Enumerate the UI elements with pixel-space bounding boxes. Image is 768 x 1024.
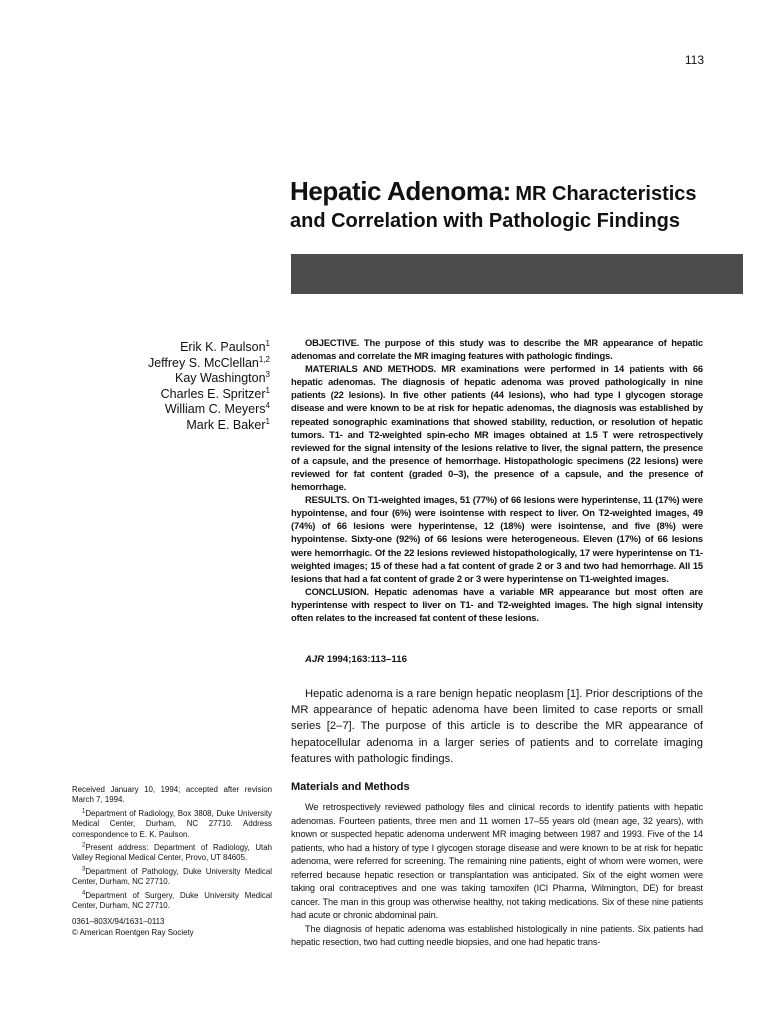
abstract — [291, 336, 703, 624]
received-note: Received January 10, 1994; accepted after revision March 7, 1994. — [72, 785, 272, 805]
footnotes — [72, 785, 272, 941]
author: Mark E. Baker$^1$ — [186, 416, 270, 432]
methods-body — [291, 801, 703, 950]
abstract-conclusion: CONCLUSION. Hepatic adenomas have a variable MR appearance but most often are hyperintense with respect to liver on T1- and T2-weighted images. The high signal intensity often relates to the increased fat content of these lesions. — [291, 585, 703, 623]
abstract-objective: OBJECTIVE. The purpose of this study was to describe the MR appearance of hepatic adenomas and correlate the MR imaging features with pathologic findings. — [291, 337, 703, 362]
footnote: $^3$Department of Pathology, Duke University Medical Center, Durham, NC 27710. — [72, 866, 272, 887]
title-line2: and Correlation with Pathologic Findings — [290, 210, 680, 233]
author: Kay Washington$^3$ — [174, 370, 270, 386]
author-list — [60, 340, 270, 434]
issn-code: 0361–803X/94/1631–0113 — [72, 917, 165, 927]
footnote: $^1$Department of Radiology, Box 3808, Duke University Medical Center, Durham, NC 27710. Address correspondence to E. K. Paulson. — [72, 808, 272, 839]
introduction — [291, 686, 703, 767]
author: Erik K. Paulson$^1$ — [180, 338, 270, 354]
author: Charles E. Spritzer$^1$ — [160, 385, 270, 401]
author: Jeffrey S. McClellan$^{1,2}$ — [147, 354, 270, 370]
title-main: Hepatic Adenoma: — [290, 176, 511, 206]
journal-name: AJR — [305, 654, 325, 665]
title-rest: MR Characteristics — [515, 183, 697, 205]
title-banner — [291, 254, 743, 294]
body-paragraph: The diagnosis of hepatic adenoma was established histologically in nine patients. Six patients had hepatic resection, two had cutting needle biopsies, and one had hepatic trans- — [291, 923, 703, 947]
journal-citation — [305, 654, 407, 665]
intro-paragraph: Hepatic adenoma is a rare benign hepatic neoplasm [1]. Prior descriptions of the MR appearance of hepatic adenoma have been limited to case reports or small series [2–7]. The purpose of this article is to describe the MR appearance of hepatocellular adenoma in a larger series of patients and to correlate imaging features with pathologic findings. — [291, 688, 704, 765]
body-paragraph: We retrospectively reviewed pathology files and clinical records to identify patients with hepatic adenomas. Fourteen patients, three men and 11 women 17–55 years old (mean age, 32 years), with known or suspected hepatic adenoma underwent MR imaging between 1987 and 1993. Five of the 14 patients, who had a history of type I glycogen storage disease and were known to be at risk for hepatic adenoma, were referred for screening. The remaining nine patients, eight of whom were women, were referred because hepatic resection or transplantation was anticipated. Six of the eight women were taking oral contraceptives and one was taking tamoxifen (ICI Pharma, Wilmington, DE) for breast cancer. The man in this group was otherwise healthy, not taking medications. Six of these nine patients had acute or chronic abdominal pain. — [291, 802, 703, 920]
page-number: 113 — [684, 53, 704, 67]
copyright-line: © American Roentgen Ray Society — [72, 927, 194, 937]
article-title — [290, 176, 750, 233]
abstract-results: RESULTS. On T1-weighted images, 51 (77%) of 66 lesions were hyperintense, 11 (17%) were hypointense, and four (6%) were isointense with respect to liver. On T2-weighted images, 49 (74%) of 66 lesions were hyperintense, 12 (18%) were isointense, and five (8%) were hypointense. Sixty-one (92%) of 66 lesions were heterogeneous. Eleven (17%) of 66 lesions were hemorrhagic. Of the 22 lesions reviewed histopathologically, 17 were hyperintense on T1-weighted images; 15 of these had a fat content of grade 2 or 3 and two had hemorrhage. All 15 lesions that had a fat content of grade 2 or 3 were hyperintense on T1-weighted images. — [291, 494, 703, 584]
footnote: $^2$Present address: Department of Radiology, Utah Valley Regional Medical Center, Provo, UT 84605. — [72, 842, 272, 863]
author: William C. Meyers$^4$ — [164, 401, 270, 417]
footnote: $^4$Department of Surgery, Duke University Medical Center, Durham, NC 27710. — [72, 890, 272, 911]
section-heading: Materials and Methods — [291, 781, 410, 793]
citation-details: 1994;163:113–116 — [326, 654, 407, 665]
abstract-methods: MATERIALS AND METHODS. MR examinations were performed in 14 patients with 66 hepatic adenomas. The diagnosis of hepatic adenoma was proved pathologically in nine patients (22 lesions). In five other patients (44 lesions), who had type I glycogen storage disease and were known to be at risk for hepatic adenomas, the diagnosis was established by repeated sonographic examinations that showed stability, reduction, or resolution of hepatic tumors. T1- and T2-weighted spin-echo MR images obtained at 1.5 T were retrospectively reviewed for the signal intensity of the lesions relative to liver, the signal pattern, the presence of a capsule, and the presence of hemorrhage. Histopathologic specimens (22 lesions) were reviewed for fat content (graded 0–3), the presence of a capsule, and the presence of hemorrhage. — [291, 363, 703, 493]
